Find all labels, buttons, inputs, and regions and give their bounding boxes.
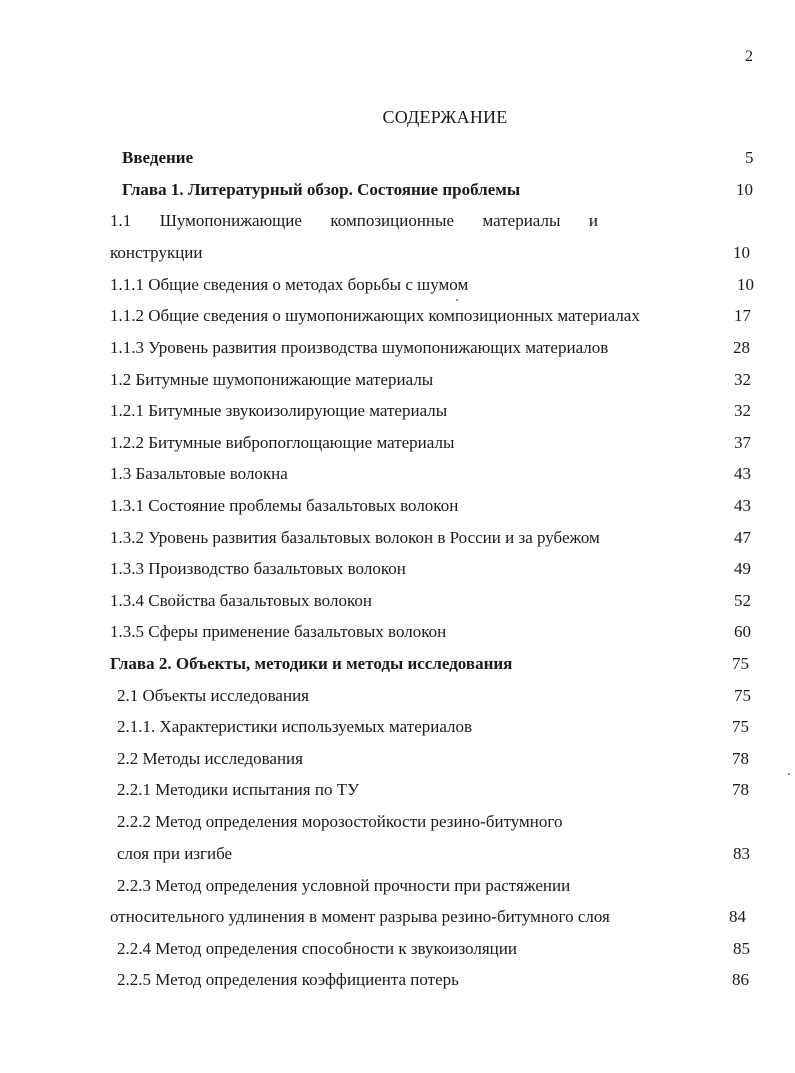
toc-entry-2-1: 2.1 Объекты исследования <box>117 686 309 705</box>
toc-entry-1-1-continuation: конструкции <box>110 243 203 262</box>
toc-entry-1-1 <box>110 211 598 231</box>
toc-entry-1-3-5: 1.3.5 Сферы применение базальтовых волокон <box>110 622 447 641</box>
toc-entry-introduction: Введение <box>122 148 194 167</box>
toc-page-number: 86 <box>732 970 749 989</box>
toc-title: СОДЕРЖАНИЕ <box>382 107 508 127</box>
toc-entry-1-3-4: 1.3.4 Свойства базальтовых волокон <box>110 591 372 610</box>
toc-entry-chapter-1: Глава 1. Литературный обзор. Состояние проблемы <box>122 180 521 199</box>
toc-entry-1-2: 1.2 Битумные шумопонижающие материалы <box>110 370 434 389</box>
toc-page-number: 10 <box>737 275 754 294</box>
toc-page-number: 78 <box>732 780 749 799</box>
toc-entry-1-1-1: 1.1.1 Общие сведения о методах борьбы с шумом <box>110 275 469 294</box>
toc-entry-1-3-2: 1.3.2 Уровень развития базальтовых волокон в России и за рубежом <box>110 528 600 547</box>
toc-word: Шумопонижающие <box>159 211 302 230</box>
toc-entry-2-2-5: 2.2.5 Метод определения коэффициента потерь <box>117 970 459 989</box>
toc-page-number: 17 <box>734 306 751 325</box>
toc-entry-2-2-1: 2.2.1 Методики испытания по ТУ <box>117 780 360 799</box>
toc-entry-2-2-3: 2.2.3 Метод определения условной прочности при растяжении <box>117 876 571 895</box>
toc-entry-2-2-2: 2.2.2 Метод определения морозостойкости резино-битумного <box>117 812 563 831</box>
toc-entry-2-2: 2.2 Методы исследования <box>117 749 303 768</box>
scan-speck <box>456 299 458 301</box>
toc-page-number: 10 <box>733 243 750 262</box>
toc-word: 1.1 <box>110 211 132 230</box>
toc-page-number: 43 <box>734 464 751 483</box>
toc-page-number: 78 <box>732 749 749 768</box>
toc-entry-2-2-4: 2.2.4 Метод определения способности к звукоизоляции <box>117 939 517 958</box>
toc-word: композиционные <box>330 211 454 230</box>
toc-page-number: 85 <box>733 939 750 958</box>
toc-page-number: 5 <box>745 148 754 167</box>
toc-word: и <box>588 211 598 230</box>
toc-entry-chapter-2: Глава 2. Объекты, методики и методы исследования <box>110 654 513 673</box>
toc-page-number: 32 <box>734 370 751 389</box>
toc-entry-1-3-3: 1.3.3 Производство базальтовых волокон <box>110 559 406 578</box>
toc-page-number: 75 <box>734 686 751 705</box>
toc-page-number: 83 <box>733 844 750 863</box>
toc-entry-2-2-3-continuation: относительного удлинения в момент разрыва резино-битумного слоя <box>110 907 610 926</box>
toc-entry-1-1-2: 1.1.2 Общие сведения о шумопонижающих композиционных материалах <box>110 306 640 325</box>
toc-entry-1-3: 1.3 Базальтовые волокна <box>110 464 288 483</box>
toc-word: материалы <box>482 211 561 230</box>
toc-page-number: 10 <box>736 180 753 199</box>
toc-page-number: 49 <box>734 559 751 578</box>
toc-page-number: 47 <box>734 528 751 547</box>
page-number: 2 <box>745 48 753 65</box>
toc-entry-1-3-1: 1.3.1 Состояние проблемы базальтовых волокон <box>110 496 459 515</box>
toc-page-number: 32 <box>734 401 751 420</box>
toc-page-number: 75 <box>732 654 749 673</box>
toc-entry-1-2-2: 1.2.2 Битумные вибропоглощающие материалы <box>110 433 455 452</box>
toc-page-number: 84 <box>729 907 746 926</box>
toc-page-number: 28 <box>733 338 750 357</box>
toc-page-number: 52 <box>734 591 751 610</box>
toc-entry-1-1-3: 1.1.3 Уровень развития производства шумопонижающих материалов <box>110 338 609 357</box>
toc-entry-2-1-1: 2.1.1. Характеристики используемых материалов <box>117 717 473 736</box>
toc-entry-2-2-2-continuation: слоя при изгибе <box>117 844 233 863</box>
toc-page-number: 75 <box>732 717 749 736</box>
toc-entry-1-2-1: 1.2.1 Битумные звукоизолирующие материалы <box>110 401 448 420</box>
toc-page-number: 60 <box>734 622 751 641</box>
toc-page-number: 37 <box>734 433 751 452</box>
toc-page-number: 43 <box>734 496 751 515</box>
scan-speck <box>788 773 790 775</box>
